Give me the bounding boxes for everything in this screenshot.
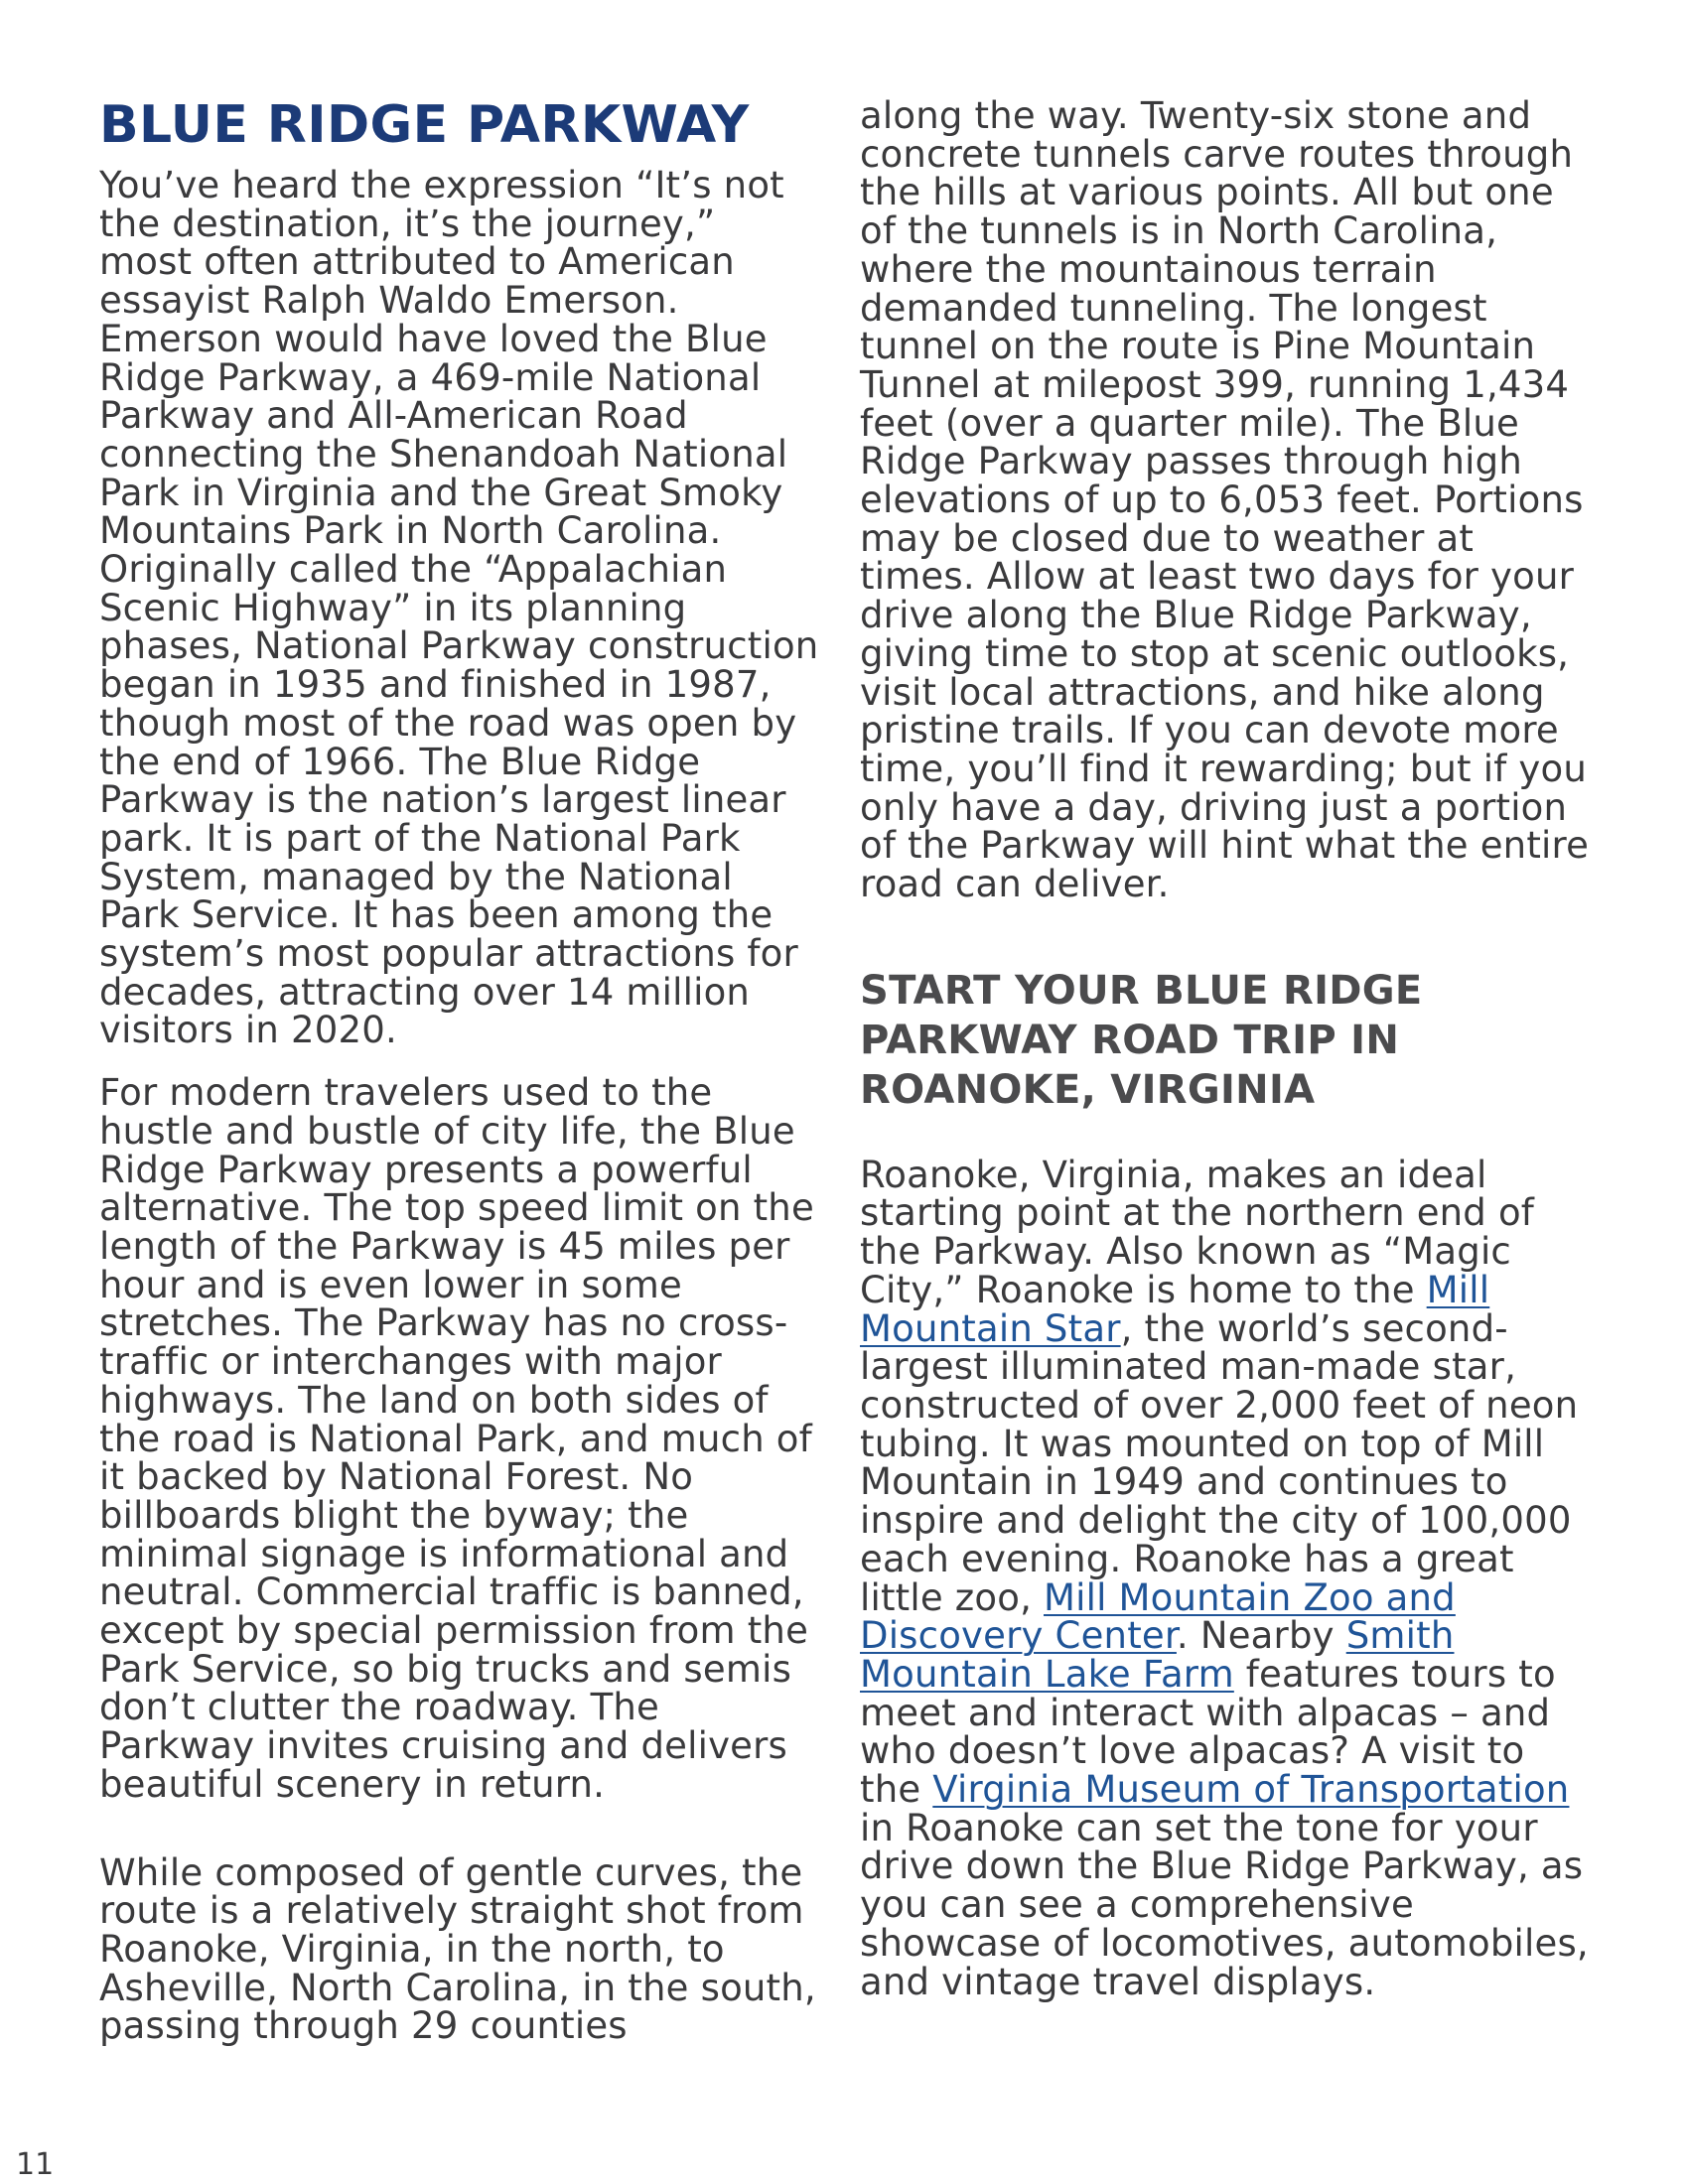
left-column (99, 95, 819, 2046)
roanoke-text-4: features tours to meet and interact with alpacas – and who doesn’t love alpacas? A visit to the (860, 1652, 1556, 1812)
paragraph-roanoke (860, 1153, 1590, 2003)
right-column (860, 94, 1590, 2003)
link-virginia-museum-of-transportation[interactable]: Virginia Museum of Transportation (932, 1768, 1570, 1812)
roanoke-text-2: , the world’s second-largest illuminated man-made star, constructed of over 2,000 feet of neon tubing. It was mounted on top of Mill Mountain in 1949 and continues to inspire and delight the city of 100,000 each evening. Roanoke has a great little zoo, (860, 1306, 1579, 1619)
paragraph-route-part2: along the way. Twenty-six stone and concrete tunnels carve routes through the hills at various points. All but one of the tunnels is in North Carolina, where the mountainous terrain demanded tunneling. The longest tunnel on the route is Pine Mountain Tunnel at milepost 399, running 1,434 feet (over a quarter mile). The Blue Ridge Parkway passes through high elevations of up to 6,053 feet. Portions may be closed due to weather at times. Allow at least two days for your drive along the Blue Ridge Parkway, giving time to stop at scenic outlooks, visit local attractions, and hike along pristine trails. If you can devote more time, you’ll find it rewarding; but if you only have a day, driving just a portion of the Parkway will hint what the entire road can deliver. (860, 94, 1590, 906)
roanoke-text-3: . Nearby (1176, 1614, 1346, 1658)
link-mill-mountain-star[interactable]: Mill Mountain Star (860, 1268, 1490, 1350)
paragraph-modern-travelers: For modern travelers used to the hustle and bustle of city life, the Blue Ridge Parkway presents a powerful alternative. The top speed limit on the length of the Parkway is 45 miles per hour and is even lower in some stretches. The Parkway has no cross-traffic or interchanges with major highways. The land on both sides of the road is National Park, and much of it backed by National Forest. No billboards blight the byway; the minimal signage is informational and neutral. Commercial traffic is banned, except by special permission from the Park Service, so big trucks and semis don’t clutter the roadway. The Parkway invites cruising and delivers beautiful scenery in return. (99, 1071, 814, 1806)
paragraph-intro: You’ve heard the expression “It’s not the destination, it’s the journey,” most often attributed to American essayist Ralph Waldo Emerson. Emerson would have loved the Blue Ridge Parkway, a 469-mile National Parkway and All-American Road connecting the Shenandoah National Park in Virginia and the Great Smoky Mountains Park in North Carolina. Originally called the “Appalachian Scenic Highway” in its planning phases, National Parkway construction began in 1935 and finished in 1987, though most of the road was open by the end of 1966. The Blue Ridge Parkway is the nation’s largest linear park. It is part of the National Park System, managed by the National Park Service. It has been among the system’s most popular attractions for decades, attracting over 14 million visitors in 2020. (99, 164, 819, 1052)
page-number: 11 (16, 2147, 55, 2182)
roanoke-text-5: in Roanoke can set the tone for your drive down the Blue Ridge Parkway, as you can see a comprehensive showcase of locomotives, automobiles, and vintage travel displays. (860, 1806, 1589, 2003)
article-title: BLUE RIDGE PARKWAY (99, 95, 750, 155)
link-mill-mountain-zoo[interactable]: Mill Mountain Zoo and Discovery Center (860, 1575, 1456, 1658)
section-heading: START YOUR BLUE RIDGE PARKWAY ROAD TRIP IN ROANOKE, VIRGINIA (860, 967, 1423, 1113)
paragraph-route-part1: While composed of gentle curves, the route is a relatively straight shot from Roanoke, Virginia, in the north, to Asheville, North Carolina, in the south, passing through 29 counties (99, 1850, 816, 2048)
roanoke-text-1: Roanoke, Virginia, makes an ideal starting point at the northern end of the Parkway. Also known as “Magic City,” Roanoke is home to the (860, 1153, 1535, 1311)
link-smith-mountain-lake-farm[interactable]: Smith Mountain Lake Farm (860, 1614, 1455, 1696)
